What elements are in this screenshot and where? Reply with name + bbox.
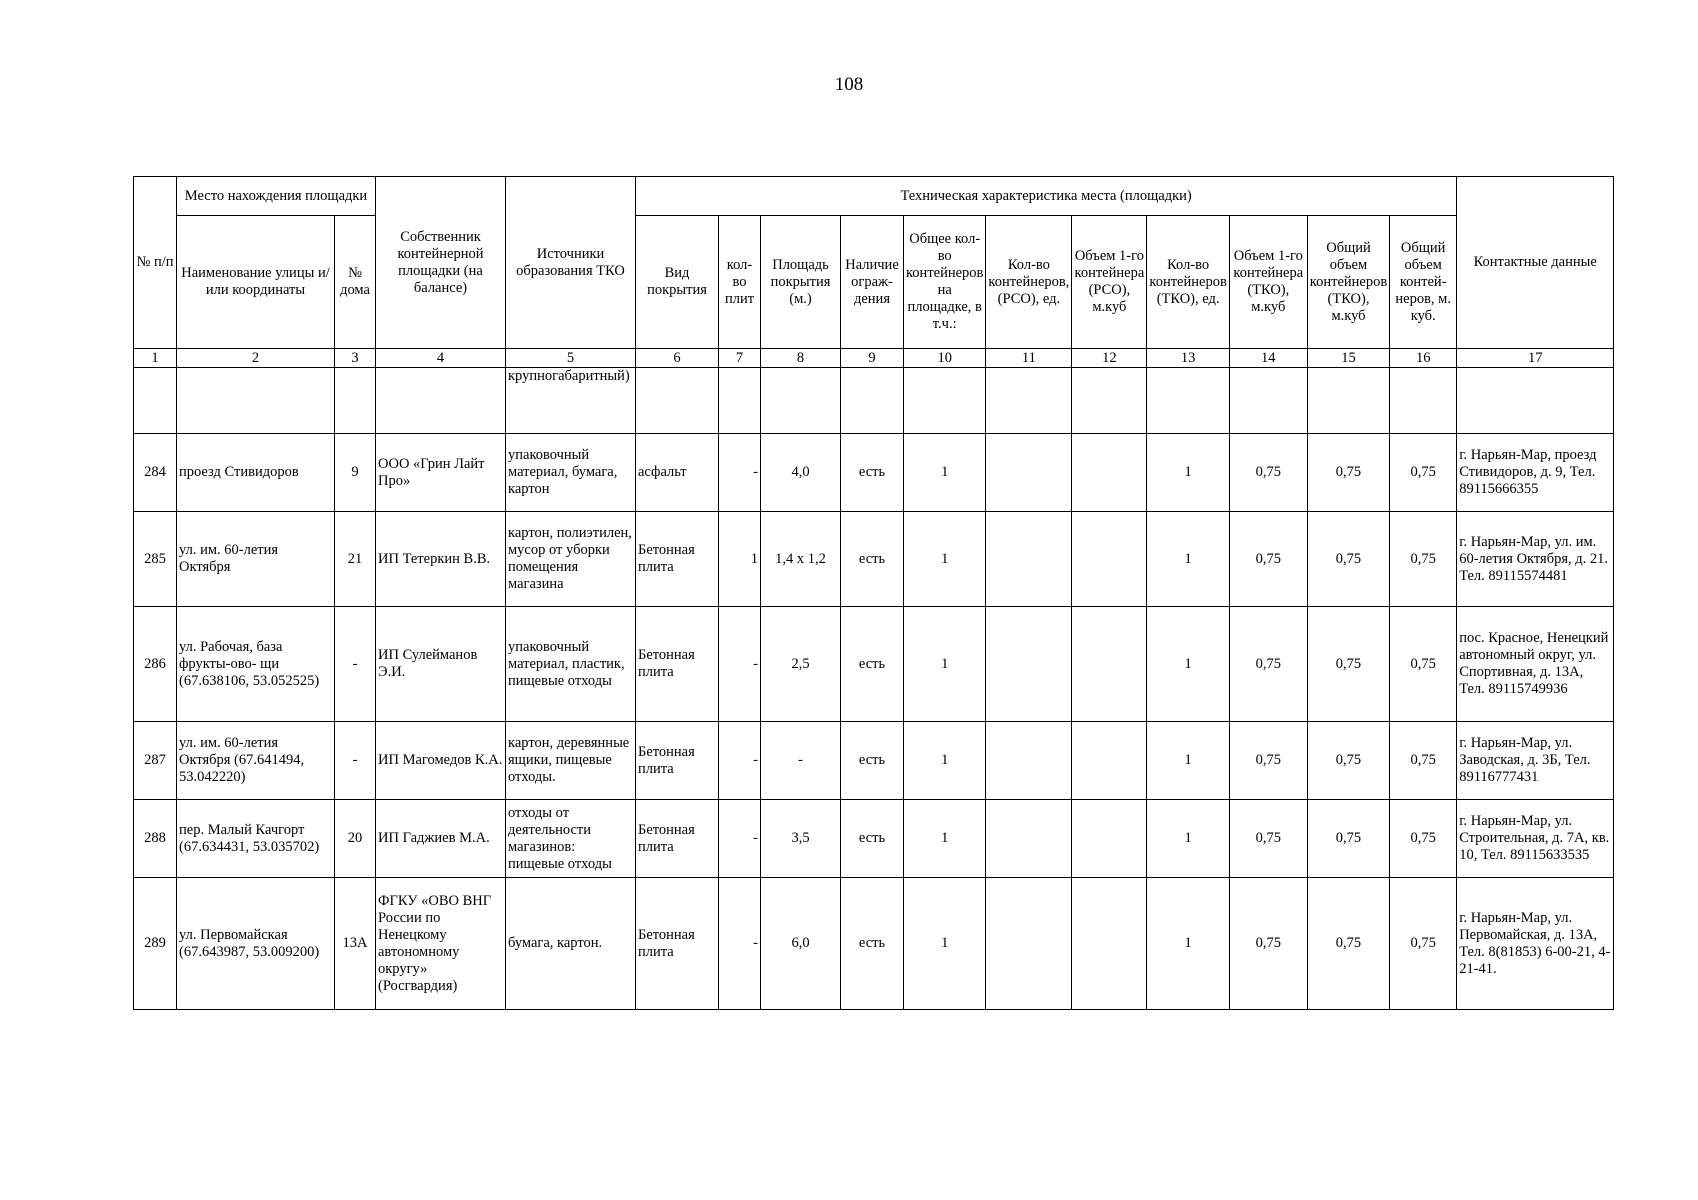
- cell-house-number: 13А: [335, 878, 376, 1010]
- header-contacts: Контактные данные: [1457, 177, 1614, 349]
- table-row: [134, 878, 1614, 1010]
- column-number: 15: [1307, 349, 1389, 368]
- cell-surface-area: 2,5: [761, 607, 841, 722]
- cell-fence: есть: [841, 434, 904, 512]
- cell-rso-volume: [1072, 722, 1147, 800]
- cell-tko-count: 1: [1147, 878, 1229, 1010]
- cell-tko-count: 1: [1147, 512, 1229, 607]
- cell-row-number: 288: [134, 800, 177, 878]
- cell-total-containers: 1: [904, 434, 986, 512]
- header-rso-volume: Объем 1-го контейнера (РСО), м.куб: [1072, 216, 1147, 349]
- cell-surface-area: 1,4 х 1,2: [761, 512, 841, 607]
- header-tech-group: Техническая характеристика места (площадки): [636, 177, 1457, 216]
- page-number: 108: [834, 74, 864, 95]
- cell-surface-type: асфальт: [636, 434, 719, 512]
- cell-rso-volume: [1072, 434, 1147, 512]
- column-number: 9: [841, 349, 904, 368]
- cell-street: ул. Первомайская (67.643987, 53.009200): [177, 878, 335, 1010]
- header-sources: Источники образования ТКО: [506, 177, 636, 349]
- table-row: [134, 434, 1614, 512]
- cell-row-number: 285: [134, 512, 177, 607]
- header-tko-total: Общий объем контейнеров (ТКО), м.куб: [1307, 216, 1389, 349]
- header-plates: кол-во плит: [719, 216, 761, 349]
- cell-owner: ИП Магомедов К.А.: [376, 722, 506, 800]
- cell-waste-sources: картон, деревянные ящики, пищевые отходы.: [506, 722, 636, 800]
- column-number: 8: [761, 349, 841, 368]
- cell-total-containers: 1: [904, 607, 986, 722]
- cell-total-containers: 1: [904, 512, 986, 607]
- cell-house-number: 21: [335, 512, 376, 607]
- cell-total-containers: 1: [904, 722, 986, 800]
- cell-street: проезд Стивидоров: [177, 434, 335, 512]
- cell-fence: есть: [841, 512, 904, 607]
- cell-surface-type: Бетонная плита: [636, 878, 719, 1010]
- cell-tko-total-volume: 0,75: [1307, 434, 1389, 512]
- cell-tko-volume: 0,75: [1229, 607, 1307, 722]
- cell-row-number: 286: [134, 607, 177, 722]
- cell-house-number: 20: [335, 800, 376, 878]
- cell-house-number: -: [335, 607, 376, 722]
- cell-surface-area: 4,0: [761, 434, 841, 512]
- cell-plate-count: 1: [719, 512, 761, 607]
- cell-waste-sources: упаковочный материал, бумага, картон: [506, 434, 636, 512]
- column-number: 10: [904, 349, 986, 368]
- cell-tko-count: 1: [1147, 800, 1229, 878]
- continuation-row: [134, 368, 1614, 434]
- cell-surface-area: -: [761, 722, 841, 800]
- header-total-volume: Общий объем контей-неров, м. куб.: [1390, 216, 1457, 349]
- cell-street: пер. Малый Качгорт (67.634431, 53.035702): [177, 800, 335, 878]
- header-street: Наименование улицы и/или координаты: [177, 216, 335, 349]
- header-owner: Собственник контейнерной площадки (на балансе): [376, 177, 506, 349]
- cell-waste-sources: отходы от деятельности магазинов: пищевые отходы: [506, 800, 636, 878]
- cell-tko-volume: 0,75: [1229, 878, 1307, 1010]
- cell-surface-type: Бетонная плита: [636, 607, 719, 722]
- header-house: № дома: [335, 216, 376, 349]
- cell-street: ул. им. 60-летия Октября: [177, 512, 335, 607]
- column-number: 11: [986, 349, 1072, 368]
- column-number: 14: [1229, 349, 1307, 368]
- cell-house-number: -: [335, 722, 376, 800]
- column-number: 1: [134, 349, 177, 368]
- cell-total-volume: 0,75: [1390, 512, 1457, 607]
- column-number: 7: [719, 349, 761, 368]
- cell-owner: ООО «Грин Лайт Про»: [376, 434, 506, 512]
- cell-tko-total-volume: 0,75: [1307, 607, 1389, 722]
- cell-surface-area: 3,5: [761, 800, 841, 878]
- header-tko-volume: Объем 1-го контейнера (ТКО), м.куб: [1229, 216, 1307, 349]
- cell-rso-count: [986, 607, 1072, 722]
- cell-plate-count: -: [719, 800, 761, 878]
- cell-fence: есть: [841, 800, 904, 878]
- cell-contacts: пос. Красное, Ненецкий автономный округ, ул. Спортивная, д. 13А, Тел. 89115749936: [1457, 607, 1614, 722]
- column-number: 4: [376, 349, 506, 368]
- cell-plate-count: -: [719, 722, 761, 800]
- cell-fence: есть: [841, 607, 904, 722]
- cell-house-number: 9: [335, 434, 376, 512]
- header-location-group: Место нахождения площадки: [177, 177, 376, 216]
- cell-street: ул. Рабочая, база фрукты-ово- щи (67.638106, 53.052525): [177, 607, 335, 722]
- column-number: 3: [335, 349, 376, 368]
- cell-plate-count: -: [719, 607, 761, 722]
- cell-waste-sources: упаковочный материал, пластик, пищевые отходы: [506, 607, 636, 722]
- cell-rso-volume: [1072, 512, 1147, 607]
- header-fence: Наличие ограж-дения: [841, 216, 904, 349]
- container-sites-table: [133, 176, 1614, 1010]
- cell-total-volume: 0,75: [1390, 722, 1457, 800]
- cell-total-volume: 0,75: [1390, 800, 1457, 878]
- cell-rso-count: [986, 878, 1072, 1010]
- column-number-row: [134, 349, 1614, 368]
- cell-tko-total-volume: 0,75: [1307, 512, 1389, 607]
- cell-street: ул. им. 60-летия Октября (67.641494, 53.042220): [177, 722, 335, 800]
- column-number: 17: [1457, 349, 1614, 368]
- cell-surface-type: Бетонная плита: [636, 800, 719, 878]
- cell-contacts: г. Нарьян-Мар, ул. Заводская, д. 3Б, Тел. 89116777431: [1457, 722, 1614, 800]
- table-row: [134, 607, 1614, 722]
- cell-owner: ИП Гаджиев М.А.: [376, 800, 506, 878]
- cell-row-number: 289: [134, 878, 177, 1010]
- column-number: 13: [1147, 349, 1229, 368]
- cell-surface-area: 6,0: [761, 878, 841, 1010]
- cell-waste-sources: картон, полиэтилен, мусор от уборки помещения магазина: [506, 512, 636, 607]
- cell-rso-count: [986, 800, 1072, 878]
- cell-tko-volume: 0,75: [1229, 722, 1307, 800]
- cell-plate-count: -: [719, 434, 761, 512]
- header-surface: Вид покрытия: [636, 216, 719, 349]
- cell-rso-volume: [1072, 878, 1147, 1010]
- column-number: 16: [1390, 349, 1457, 368]
- cell-owner: ИП Тетеркин В.В.: [376, 512, 506, 607]
- cell-surface-type: Бетонная плита: [636, 512, 719, 607]
- column-number: 2: [177, 349, 335, 368]
- header-number: № п/п: [134, 177, 177, 349]
- cell-contacts: г. Нарьян-Мар, проезд Стивидоров, д. 9, Тел. 89115666355: [1457, 434, 1614, 512]
- column-number: 5: [506, 349, 636, 368]
- cell-tko-volume: 0,75: [1229, 512, 1307, 607]
- cell-tko-total-volume: 0,75: [1307, 878, 1389, 1010]
- cell-contacts: г. Нарьян-Мар, ул. Строительная, д. 7А, кв. 10, Тел. 89115633535: [1457, 800, 1614, 878]
- cell-total-volume: 0,75: [1390, 607, 1457, 722]
- cell-rso-volume: [1072, 800, 1147, 878]
- column-number: 12: [1072, 349, 1147, 368]
- header-total-containers: Общее кол-во контейнеров на площадке, в т.ч.:: [904, 216, 986, 349]
- cell-tko-count: 1: [1147, 607, 1229, 722]
- cell-total-containers: 1: [904, 800, 986, 878]
- cell-rso-count: [986, 722, 1072, 800]
- cell-tko-count: 1: [1147, 434, 1229, 512]
- cell-rso-volume: [1072, 607, 1147, 722]
- header-rso-count: Кол-во контейнеров, (РСО), ед.: [986, 216, 1072, 349]
- cell-total-volume: 0,75: [1390, 434, 1457, 512]
- cell-owner: ФГКУ «ОВО ВНГ России по Ненецкому автономному округу» (Росгвардия): [376, 878, 506, 1010]
- table-row: [134, 512, 1614, 607]
- cell-rso-count: [986, 434, 1072, 512]
- header-tko-count: Кол-во контейнеров (ТКО), ед.: [1147, 216, 1229, 349]
- cell-tko-total-volume: 0,75: [1307, 722, 1389, 800]
- cell-plate-count: -: [719, 878, 761, 1010]
- cell-contacts: г. Нарьян-Мар, ул. Первомайская, д. 13А, Тел. 8(81853) 6-00-21, 4-21-41.: [1457, 878, 1614, 1010]
- cell-total-volume: 0,75: [1390, 878, 1457, 1010]
- cell-fence: есть: [841, 722, 904, 800]
- cell-surface-type: Бетонная плита: [636, 722, 719, 800]
- cell-total-containers: 1: [904, 878, 986, 1010]
- cell-row-number: 284: [134, 434, 177, 512]
- cell-owner: ИП Сулейманов Э.И.: [376, 607, 506, 722]
- cell-waste-sources: бумага, картон.: [506, 878, 636, 1010]
- table-row: [134, 722, 1614, 800]
- cell-rso-count: [986, 512, 1072, 607]
- cell-tko-total-volume: 0,75: [1307, 800, 1389, 878]
- table-row: [134, 800, 1614, 878]
- cell-tko-volume: 0,75: [1229, 800, 1307, 878]
- column-number: 6: [636, 349, 719, 368]
- continuation-text: крупногабаритный): [506, 368, 636, 434]
- header-area: Площадь покрытия (м.): [761, 216, 841, 349]
- cell-fence: есть: [841, 878, 904, 1010]
- cell-row-number: 287: [134, 722, 177, 800]
- cell-contacts: г. Нарьян-Мар, ул. им. 60-летия Октября, д. 21. Тел. 89115574481: [1457, 512, 1614, 607]
- cell-tko-count: 1: [1147, 722, 1229, 800]
- cell-tko-volume: 0,75: [1229, 434, 1307, 512]
